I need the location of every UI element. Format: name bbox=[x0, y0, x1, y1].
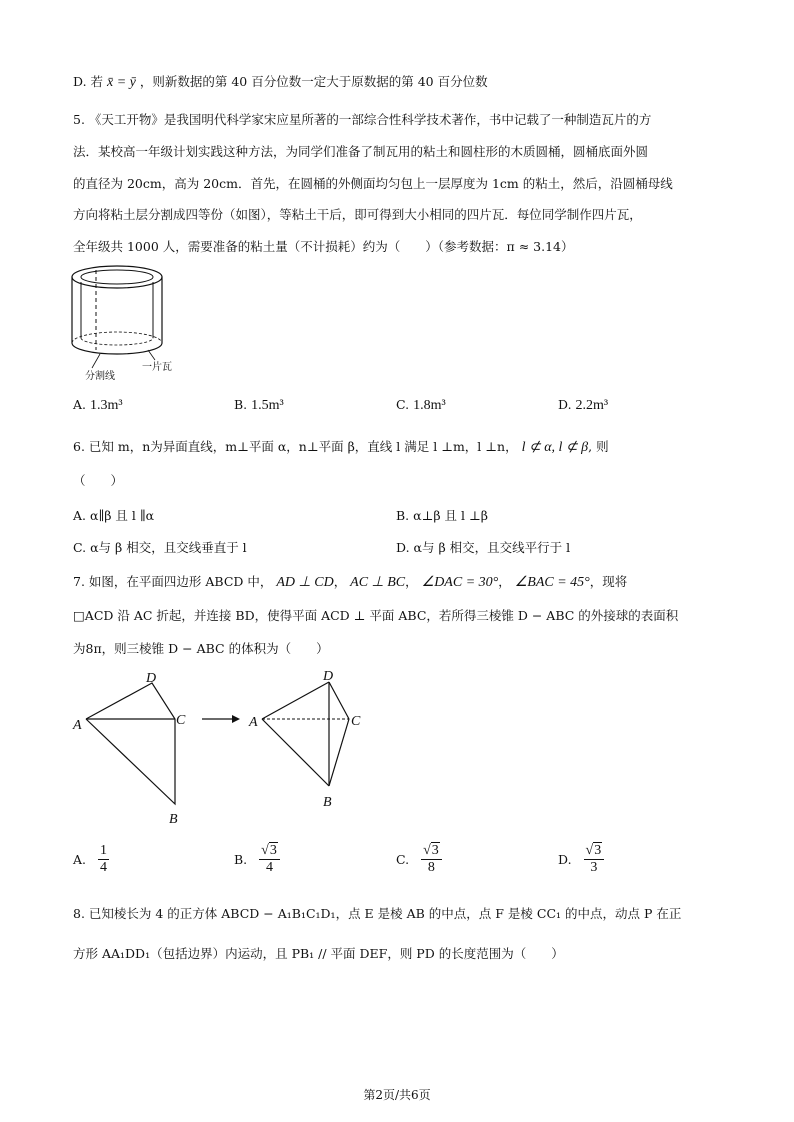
split-line-label: 分割线 bbox=[85, 371, 115, 382]
q6-option-d[interactable]: D. α与 β 相交，且交线平行于 l bbox=[396, 540, 571, 555]
q5-line-4: 方向将粘土层分割成四等份（如图），等粘土干后，即可得到大小相同的四片瓦．每位同学制作四片瓦， bbox=[73, 207, 642, 222]
q5-line-3: 的直径为 20cm，高为 20cm．首先，在圆桶的外侧面均匀包上一层厚度为 1cm 的粘土，然后，沿圆桶母线 bbox=[73, 176, 673, 191]
q8-line-1: 8. 已知棱长为 4 的正方体 ABCD − A₁B₁C₁D₁，点 E 是棱 AB 的中点，点 F 是棱 CC₁ 的中点，动点 P 在正 bbox=[73, 906, 682, 921]
folded-pyramid bbox=[262, 682, 349, 786]
label-d-left: D bbox=[146, 671, 157, 686]
q8-line-2: 方形 AA₁DD₁（包括边界）内运动，且 PB₁ // 平面 DEF，则 PD 的长度范围为（ ） bbox=[73, 946, 564, 961]
q6-paren: （ ） bbox=[73, 473, 124, 488]
label-c-left: C bbox=[176, 713, 186, 728]
q7-line-3: 为8π，则三棱锥 D − ABC 的体积为（ ） bbox=[73, 641, 329, 656]
label-c-right: C bbox=[351, 714, 361, 729]
label-b-left: B bbox=[169, 812, 178, 827]
arrow-right-icon bbox=[202, 715, 240, 723]
q6-option-b[interactable]: B. α⊥β 且 l ⊥β bbox=[396, 508, 488, 523]
q7-line-1: 7. 如图，在平面四边形 ABCD 中， AD ⊥ CD， AC ⊥ BC， ∠DAC = 30°， ∠BAC = 45°，现将 bbox=[73, 574, 628, 590]
flat-quadrilateral bbox=[86, 683, 175, 804]
q5-option-b[interactable]: B. 1.5m³ bbox=[234, 397, 284, 413]
q7-line-2: □ACD 沿 AC 折起，并连接 BD，使得平面 ACD ⊥ 平面 ABC，若所得三棱锥 D − ABC 的外接球的表面积 bbox=[73, 608, 679, 623]
q7-figure bbox=[68, 662, 378, 832]
q6-option-a[interactable]: A. α∥β 且 l ∥α bbox=[73, 508, 155, 523]
label-a-right: A bbox=[249, 715, 258, 730]
label-d-right: D bbox=[323, 669, 334, 684]
page-footer: 第2页/共6页 bbox=[363, 1088, 431, 1102]
cylinder-figure bbox=[60, 260, 190, 385]
q5-line-1: 5. 《天工开物》是我国明代科学家宋应星所著的一部综合性科学技术著作，书中记载了一种制造瓦片的方 bbox=[73, 112, 652, 127]
q5-line-5: 全年级共 1000 人，需要准备的粘土量（不计损耗）约为（ ）（参考数据：π ≈ 3.14） bbox=[73, 239, 574, 254]
q4-option-d: D. 若 x̄ = ȳ ，则新数据的第 40 百分位数一定大于原数据的第 40 百分位数 bbox=[73, 74, 488, 90]
q7-option-a[interactable]: A. $\frac{1}{4}$ bbox=[73, 843, 107, 875]
label-a-left: A bbox=[73, 718, 82, 733]
q5-option-c[interactable]: C. 1.8m³ bbox=[396, 397, 446, 413]
tile-label: 一片瓦 bbox=[142, 362, 172, 373]
q6-option-c[interactable]: C. α与 β 相交，且交线垂直于 l bbox=[73, 540, 247, 555]
q7-option-d[interactable]: D. $\frac{√3}{3}$ bbox=[558, 843, 604, 876]
q5-line-2: 法．某校高一年级计划实践这种方法，为同学们准备了制瓦用的粘土和圆柱形的木质圆桶，圆桶底面外圆 bbox=[73, 144, 649, 159]
q5-option-d[interactable]: D. 2.2m³ bbox=[558, 397, 609, 413]
label-b-right: B bbox=[323, 795, 332, 810]
q7-option-b[interactable]: B. $\frac{√3}{4}$ bbox=[234, 843, 280, 876]
q5-option-a[interactable]: A. 1.3m³ bbox=[73, 397, 123, 413]
q6-stem: 6. 已知 m，n为异面直线，m⊥平面 α，n⊥平面 β，直线 l 满足 l ⊥m，l ⊥n， l ⊄ α, l ⊄ β, 则 bbox=[73, 439, 609, 455]
q7-option-c[interactable]: C. $\frac{√3}{8}$ bbox=[396, 843, 442, 876]
